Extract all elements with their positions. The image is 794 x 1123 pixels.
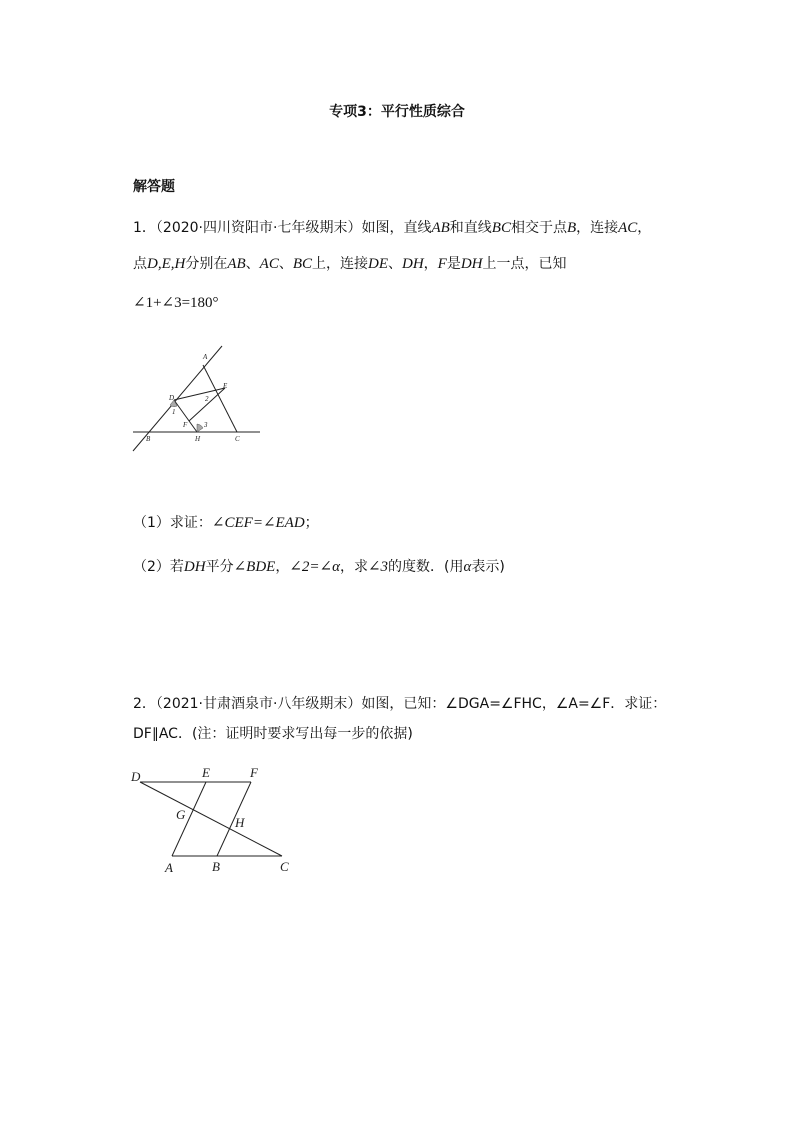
q2-line2: DF∥AC．(注：证明时要求写出每一步的依据) — [133, 726, 413, 742]
q1-math: AC — [259, 256, 279, 272]
q1-text: 是 — [446, 256, 461, 272]
q1-text: ，连接 — [576, 220, 619, 236]
q1-math: D,E,H — [147, 256, 186, 272]
q1-text: 、 — [388, 256, 402, 272]
q1-text: 的度数．(用 — [388, 559, 464, 575]
q1-math: AC — [618, 220, 638, 236]
q1-sub1-label: （1）求证： — [133, 515, 212, 531]
label-f: F — [250, 765, 258, 780]
q1-math: F — [437, 256, 447, 272]
segment-fe — [189, 388, 225, 421]
label-b: B — [146, 435, 151, 443]
q1-math: DE — [368, 256, 388, 272]
angle-3-mark — [197, 424, 203, 432]
q1-text: 、 — [245, 256, 260, 272]
q1-text: 平分 — [205, 559, 234, 575]
q1-math: BC — [292, 256, 312, 272]
q1-source: （2020·四川资阳市·七年级期末） — [155, 220, 362, 236]
label-c: C — [235, 435, 240, 443]
q1-text: 表示) — [471, 559, 505, 575]
label-d: D — [169, 394, 175, 402]
segment-bf — [217, 782, 251, 856]
q1-math: α — [463, 559, 472, 575]
q1-math: B — [566, 220, 577, 236]
q1-text: 点 — [133, 256, 147, 272]
q1-given: ∠1+∠3=180° — [133, 295, 219, 311]
label-h: H — [235, 815, 245, 830]
q1-text: 、 — [278, 256, 293, 272]
segment-dc — [140, 782, 282, 856]
q1-math: DH — [460, 256, 483, 272]
q1-text: 上，连接 — [312, 256, 368, 272]
q1-math: ∠2=∠α — [289, 559, 340, 575]
label-e: E — [223, 382, 228, 390]
q1-math: ∠BDE — [233, 559, 276, 575]
label-c: C — [280, 859, 289, 874]
q1-sub1-expr: ∠CEF=∠EAD — [211, 515, 305, 531]
q2-figure — [128, 762, 298, 876]
q1-text: 分别在 — [185, 256, 228, 272]
label-f: F — [183, 421, 188, 429]
q1-line2 — [133, 253, 567, 273]
q1-sub2-label: （2）若 — [133, 559, 184, 575]
q1-text: 相交于点 — [510, 220, 567, 236]
q1-text: ； — [304, 515, 319, 531]
q1-math: DH — [183, 559, 206, 575]
section-heading: 解答题 — [133, 179, 175, 195]
q1-text: 和直线 — [449, 220, 492, 236]
label-angle-1: 1 — [172, 408, 176, 416]
label-angle-3: 3 — [204, 421, 208, 429]
q1-text: 如图，直线 — [361, 220, 432, 236]
q1-text: ， — [275, 559, 290, 575]
q1-sub1 — [133, 512, 319, 532]
label-e: E — [202, 765, 210, 780]
label-a: A — [165, 860, 173, 875]
q1-math: DH — [402, 256, 424, 272]
q1-text: ， — [637, 220, 652, 236]
q1-line1 — [133, 217, 651, 237]
q1-math: ∠3 — [367, 559, 389, 575]
label-a: A — [203, 353, 208, 361]
q1-text: ， — [423, 256, 438, 272]
label-h: H — [195, 435, 201, 443]
page-title: 专项3：平行性质综合 — [329, 104, 465, 120]
label-angle-2: 2 — [205, 395, 209, 403]
label-g: G — [176, 807, 186, 822]
q1-figure — [125, 338, 270, 454]
label-d: D — [131, 769, 141, 784]
q1-number: 1． — [133, 220, 156, 236]
q1-text: ，求 — [339, 559, 368, 575]
label-b: B — [212, 859, 220, 874]
q1-math: AB — [431, 220, 450, 236]
q2-line1: 2．（2021·甘肃酒泉市·八年级期末）如图，已知：∠DGA=∠FHC，∠A=∠F．求证： — [133, 696, 667, 712]
q1-sub2 — [133, 556, 505, 576]
q1-math: BC — [491, 220, 511, 236]
q1-text: 上一点，已知 — [482, 256, 567, 272]
q1-math: AB — [227, 256, 246, 272]
